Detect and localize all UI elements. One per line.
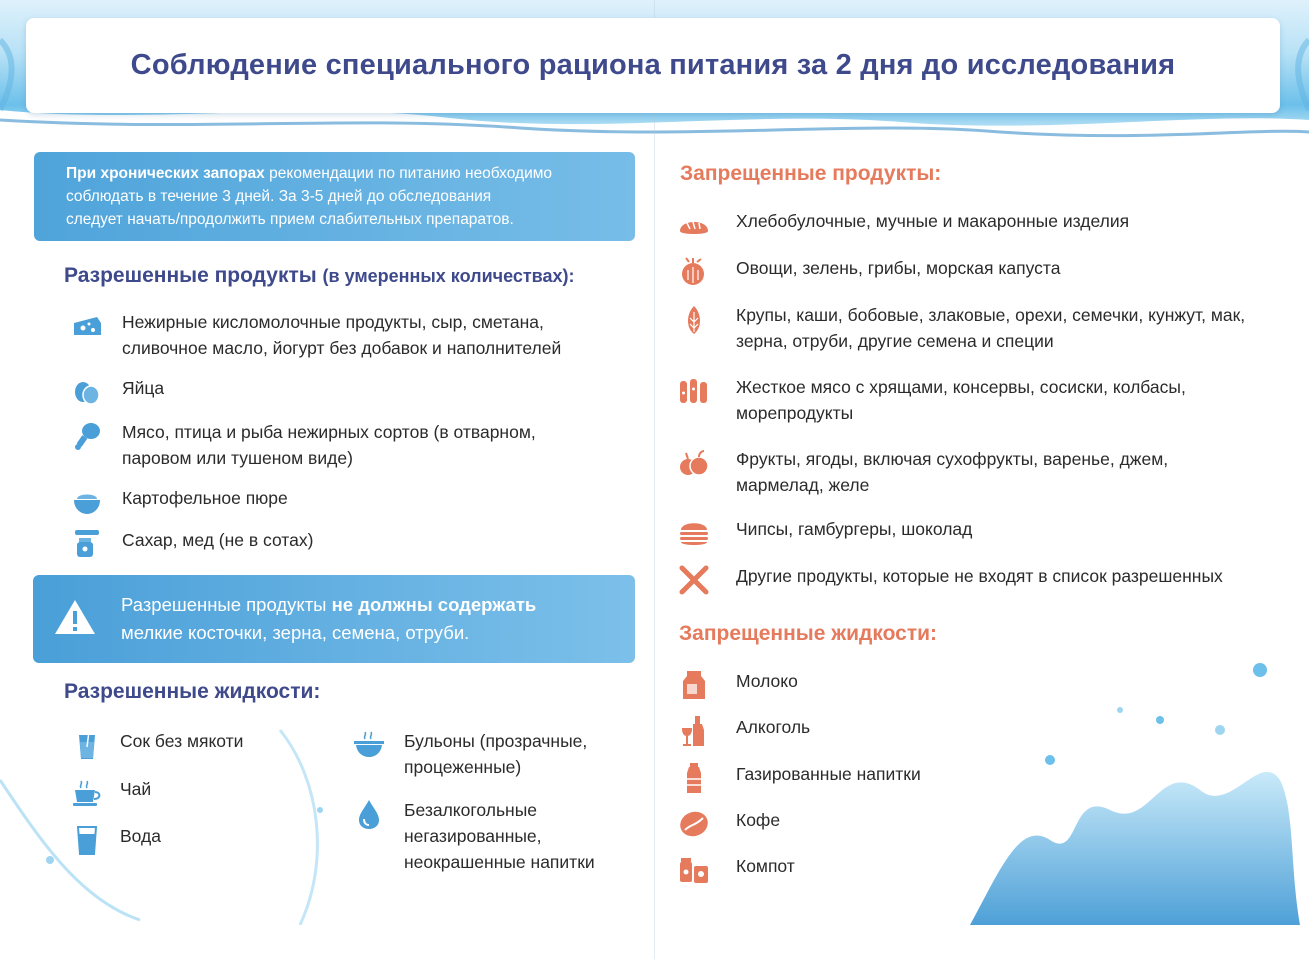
note-bold: При хронических запорах: [66, 165, 265, 182]
forbidden-liquid-item: Молоко: [677, 668, 798, 702]
forbidden-product-item: Хлебобулочные, мучные и макаронные изделия: [677, 208, 1129, 242]
note-line1: рекомендации по питанию необходимо: [264, 165, 553, 182]
grain-icon: [677, 302, 711, 336]
forbidden-liquid-item: Кофе: [677, 807, 780, 841]
forbidden-product-item: Жесткое мясо с хрящами, консервы, сосиски, колбасы, морепродукты: [677, 374, 1186, 426]
allowed-product-item: Мясо, птица и рыба нежирных сортов (в отварном, паровом или тушеном виде): [70, 419, 536, 471]
water-swirl-decoration: [0, 720, 360, 925]
allowed-liquid-item: Безалкогольные негазированные, неокрашенные напитки: [352, 797, 595, 875]
forbidden-liquid-item: Газированные напитки: [677, 761, 921, 795]
bread-icon: [677, 208, 711, 242]
bowl-icon: [70, 485, 104, 519]
milk-icon: [677, 668, 711, 702]
forbidden-liquid-item: Алкоголь: [677, 714, 810, 748]
warning-icon: [53, 597, 97, 645]
burger-icon: [677, 516, 711, 550]
allowed-products-title: Разрешенные продукты (в умеренных количествах):: [64, 264, 575, 287]
page-title: Соблюдение специального рациона питания за 2 дня до исследования: [130, 49, 1176, 81]
drumstick-icon: [70, 419, 104, 453]
note-line3: следует начать/продолжить прием слабительных препаратов.: [66, 211, 514, 228]
note-line2: соблюдать в течение 3 дней. За 3-5 дней до обследования: [66, 188, 492, 205]
allowed-liquid-item: Бульоны (прозрачные, процеженные): [352, 728, 587, 780]
page-fold: [654, 0, 655, 959]
allowed-liquid-item: Вода: [70, 823, 161, 857]
header-card: [26, 18, 1280, 113]
allowed-product-item: Картофельное пюре: [70, 485, 288, 519]
forbidden-product-item: Овощи, зелень, грибы, морская капуста: [677, 255, 1060, 289]
vegetables-icon: [677, 255, 711, 289]
forbidden-liquid-item: Компот: [677, 853, 795, 887]
constipation-note: [34, 152, 635, 241]
water-splash-decoration: [960, 640, 1300, 925]
eggs-icon: [70, 375, 104, 409]
alcohol-icon: [677, 714, 711, 748]
allowed-product-item: Нежирные кисломолочные продукты, сыр, сметана, сливочное масло, йогурт без добавок и наполнителей: [70, 309, 561, 361]
allowed-liquid-item: Чай: [70, 776, 151, 810]
allowed-product-item: Сахар, мед (не в сотах): [70, 527, 313, 561]
soda-bottle-icon: [677, 761, 711, 795]
forbidden-liquids-title: Запрещенные жидкости:: [679, 622, 938, 645]
coffee-bean-icon: [677, 807, 711, 841]
warning-bold: не должны содержать: [331, 594, 537, 615]
warning-box: [33, 575, 635, 663]
fruits-icon: [677, 446, 711, 480]
sausage-icon: [677, 374, 711, 408]
forbidden-product-item: Фрукты, ягоды, включая сухофрукты, варенье, джем, мармелад, желе: [677, 446, 1168, 498]
honey-icon: [70, 527, 104, 561]
allowed-liquids-title: Разрешенные жидкости:: [64, 680, 321, 703]
warning-pre: Разрешенные продукты: [121, 594, 332, 615]
allowed-product-item: Яйца: [70, 375, 164, 409]
warning-line2: мелкие косточки, зерна, семена, отруби.: [121, 622, 470, 643]
forbidden-product-item: Другие продукты, которые не входят в список разрешенных: [677, 563, 1223, 597]
forbidden-products-title: Запрещенные продукты:: [680, 162, 942, 185]
allowed-liquid-item: Сок без мякоти: [70, 728, 243, 762]
cross-icon: [677, 563, 711, 597]
cheese-icon: [70, 309, 104, 343]
forbidden-product-item: Крупы, каши, бобовые, злаковые, орехи, семечки, кунжут, мак, зерна, отруби, другие семена и специи: [677, 302, 1245, 354]
forbidden-product-item: Чипсы, гамбургеры, шоколад: [677, 516, 972, 550]
compote-jar-icon: [677, 853, 711, 887]
